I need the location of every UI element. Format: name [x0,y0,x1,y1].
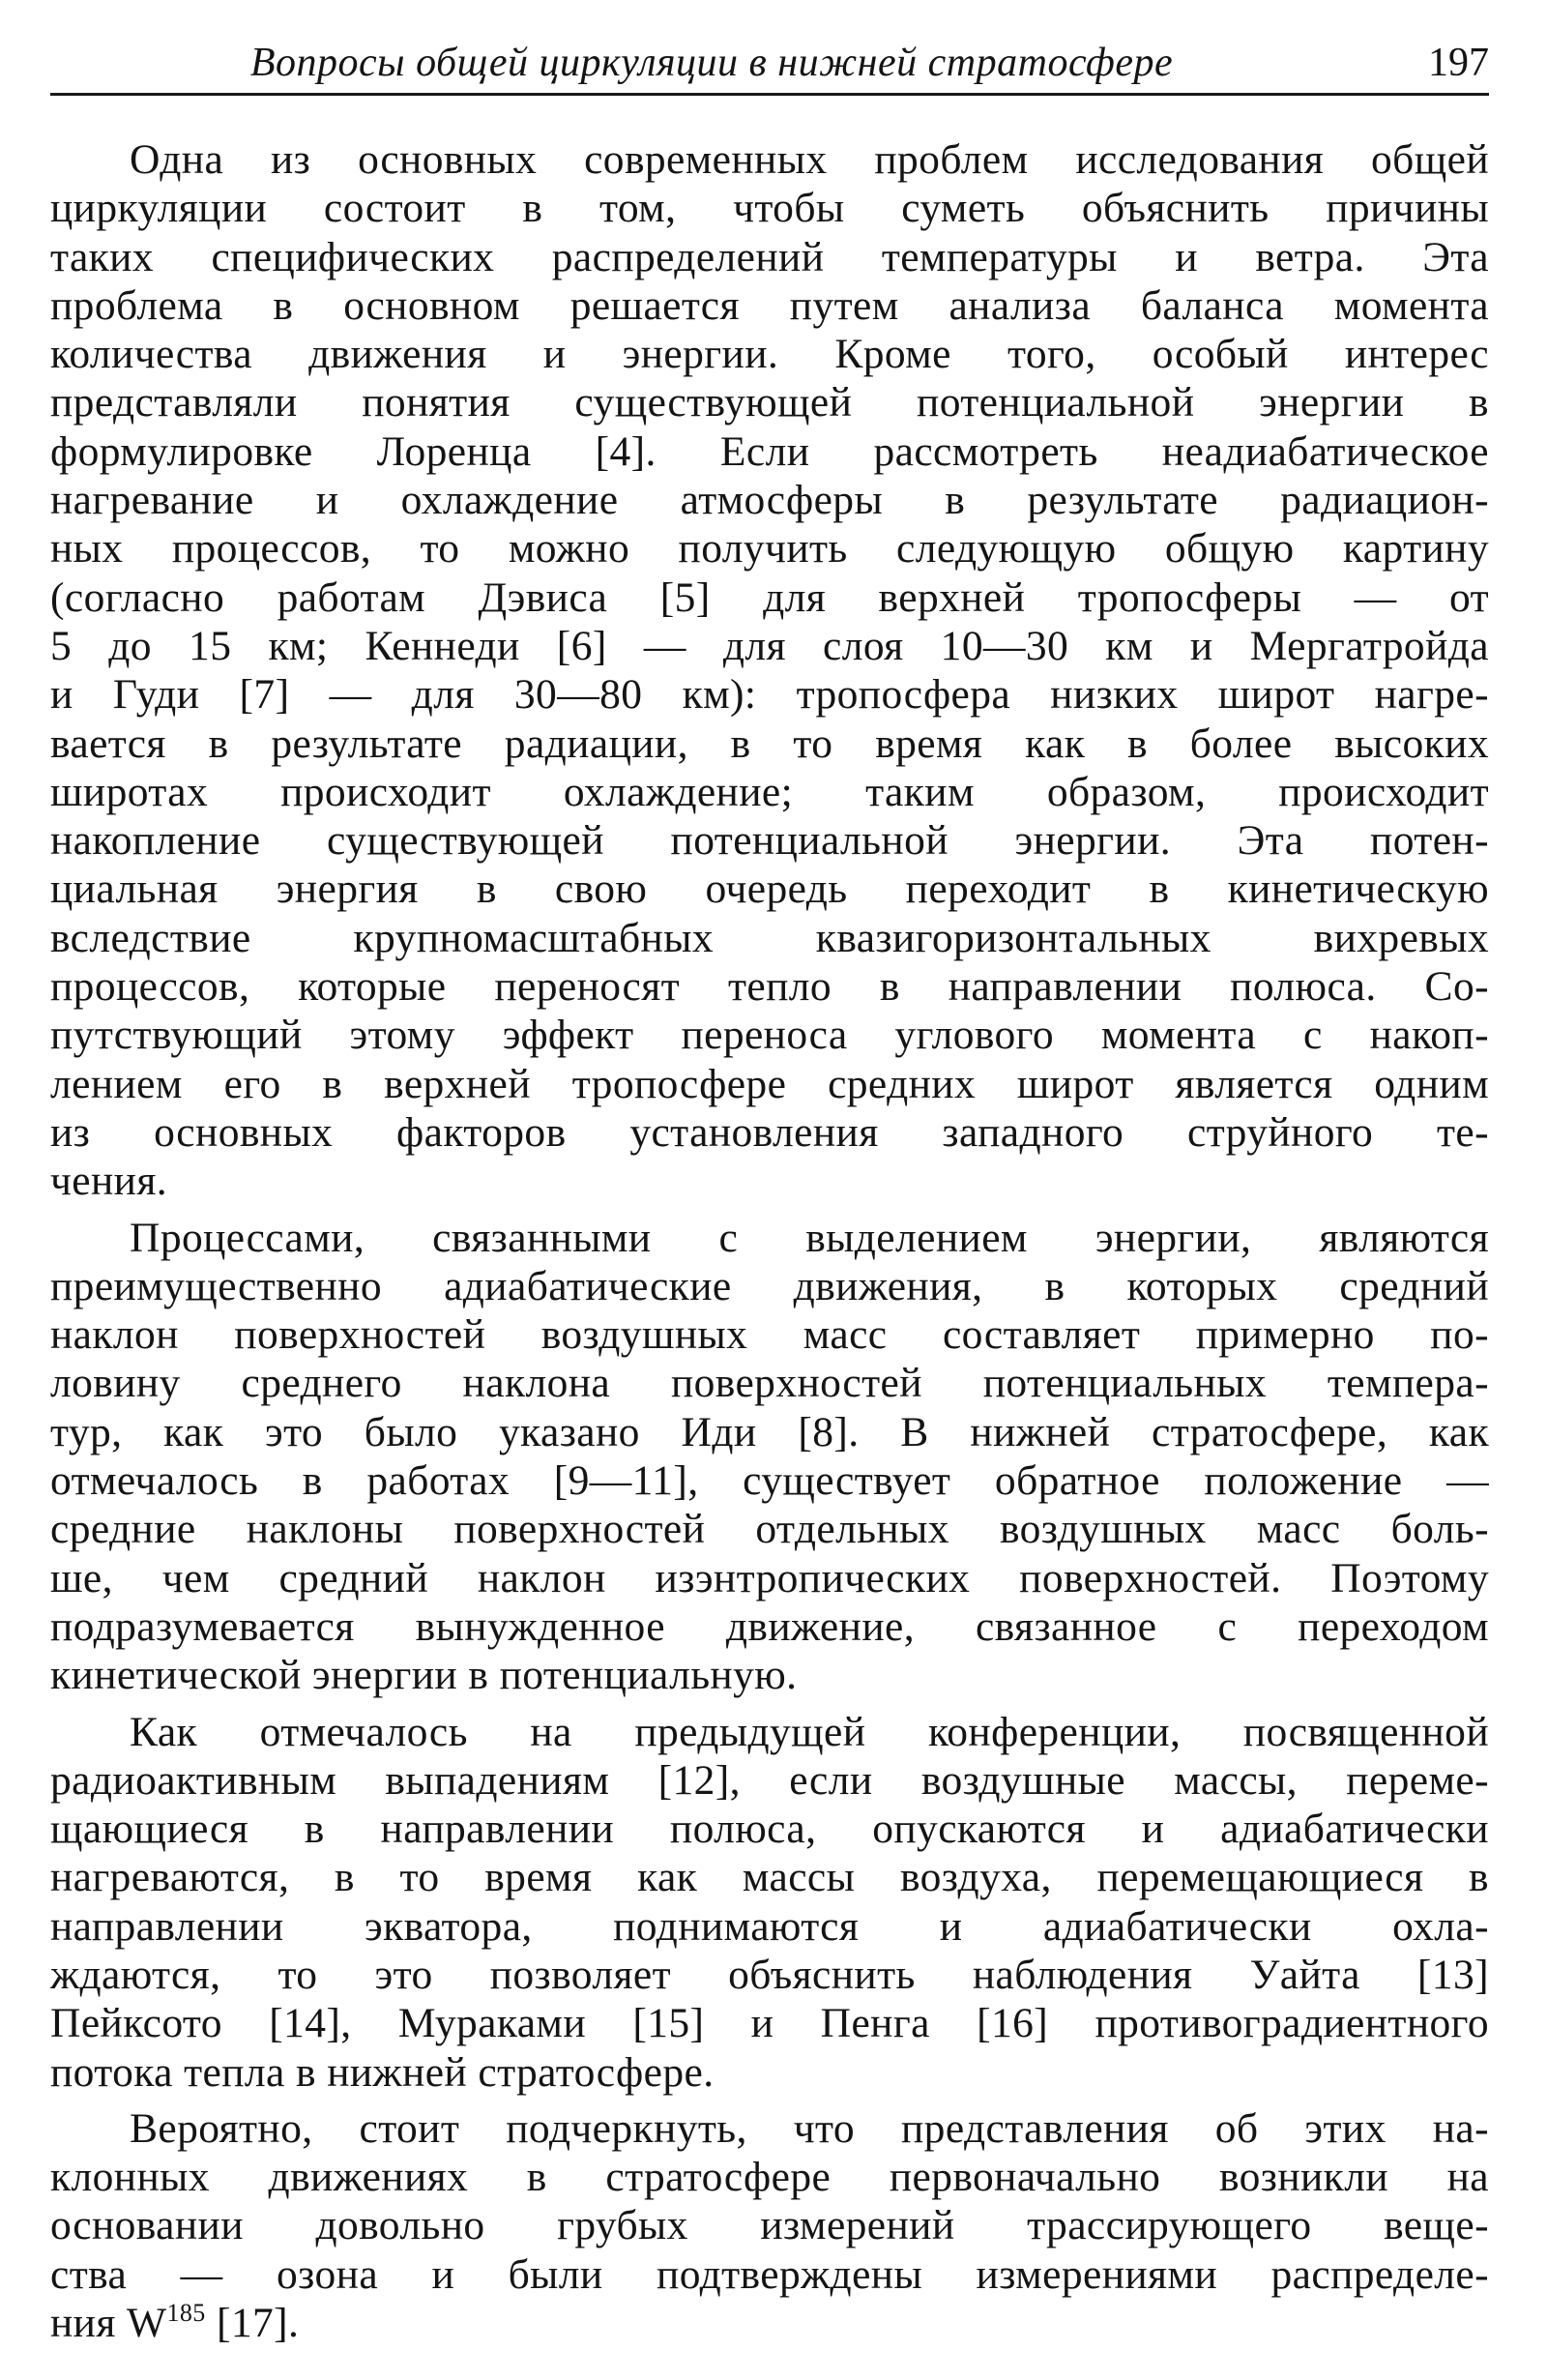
text-line: ждаются, то это позволяет объяснить наблюдения Уайта [13] [50,1951,1489,1998]
text-line: таких специфических распределений температуры и ветра. Эта [50,233,1489,280]
text-line: ства — озона и были подтверждены измерениями распределе- [50,2250,1489,2298]
text-line: клонных движениях в стратосфере первоначально возникли на [50,2154,1489,2201]
text-line: средние наклоны поверхностей отдельных воздушных масс боль- [50,1506,1489,1553]
paragraph-3 [50,1708,1489,2097]
text-line: Вероятно, стоит подчеркнуть, что представления об этих на- [130,2104,1489,2152]
reference-citation: [17]. [205,2300,300,2347]
text-line: накопление существующей потенциальной энергии. Эта потен- [50,817,1489,865]
paragraph-1 [50,135,1489,1206]
text-line: широтах происходит охлаждение; таким образом, происходит [50,768,1489,815]
text-line: процессов, которые переносят тепло в направлении полюса. Со- [50,963,1489,1011]
paragraph-2 [50,1214,1489,1700]
text-line: подразумевается вынужденное движение, связанное с переходом [50,1602,1489,1650]
text-line: и Гуди [7] — для 30—80 км): тропосфера низких широт нагре- [50,671,1489,719]
text-line: Одна из основных современных проблем исследования общей [130,136,1489,183]
text-line: ше, чем средний наклон изэнтропических поверхностей. Поэтому [50,1554,1489,1601]
text-line: (согласно работам Дэвиса [5] для верхней тропосферы — от [50,573,1489,621]
text-line: циркуляции состоит в том, чтобы суметь объяснить причины [50,185,1489,232]
text-line: количества движения и энергии. Кроме того, особый интерес [50,331,1489,378]
text-line: нагреваются, в то время как массы воздуха, перемещающиеся в [50,1854,1489,1901]
text-line: 5 до 15 км; Кеннеди [6] — для слоя 10—30 км и Мергатройда [50,622,1489,669]
text-line: представляли понятия существующей потенциальной энергии в [50,379,1489,426]
text-line: Пейксото [14], Мураками [15] и Пенга [16] противоградиентного [50,2000,1489,2047]
text-line: потока тепла в нижней стратосфере. [50,2048,715,2096]
text-line: кинетической энергии в потенциальную. [50,1652,798,1699]
text-line: основании довольно грубых измерений трассирующего веще- [50,2202,1489,2249]
text-line: ных процессов, то можно получить следующую общую картину [50,525,1489,573]
text-line: вается в результате радиации, в то время как в более высоких [50,720,1489,767]
final-line-text: ния W [50,2300,167,2347]
text-line-final [50,2299,1489,2347]
text-line: из основных факторов установления западного струйного те- [50,1108,1489,1156]
text-line: вследствие крупномасштабных квазигоризонтальных вихревых [50,914,1489,961]
text-line: щающиеся в направлении полюса, опускаются и адиабатически [50,1806,1489,1853]
text-line: нагревание и охлаждение атмосферы в результате радиацион- [50,477,1489,524]
body-text [50,135,1489,2355]
paragraph-4 [50,2104,1489,2347]
text-line: тур, как это было указано Иди [8]. В нижней стратосфере, как [50,1408,1489,1455]
running-head [50,35,1489,91]
text-line: Как отмечалось на предыдущей конференции, посвященной [130,1708,1489,1755]
running-title: Вопросы общей циркуляции в нижней стратосфере [249,41,1174,85]
text-line: Процессами, связанными с выделением энергии, являются [130,1214,1489,1261]
text-line: отмечалось в работах [9—11], существует обратное положение — [50,1457,1489,1505]
text-line: проблема в основном решается путем анализа баланса момента [50,281,1489,329]
text-line: лением его в верхней тропосфере средних широт является одним [50,1060,1489,1107]
text-line: наклон поверхностей воздушных масс составляет примерно по- [50,1311,1489,1359]
text-line: радиоактивным выпадениям [12], если воздушные массы, переме- [50,1756,1489,1804]
text-line: преимущественно адиабатические движения, в которых средний [50,1262,1489,1309]
text-line: формулировке Лоренца [4]. Если рассмотреть неадиабатическое [50,427,1489,475]
header-rule [50,93,1489,96]
page-number: 197 [1428,41,1489,85]
text-line: направлении экватора, поднимаются и адиабатически охла- [50,1902,1489,1950]
text-line: путствующий этому эффект переноса углового момента с накоп- [50,1012,1489,1059]
text-line: чения. [50,1158,168,1205]
isotope-superscript: 185 [166,2299,206,2328]
text-line: ловину среднего наклона поверхностей потенциальных темпера- [50,1360,1489,1407]
text-line: циальная энергия в свою очередь переходит в кинетическую [50,866,1489,913]
